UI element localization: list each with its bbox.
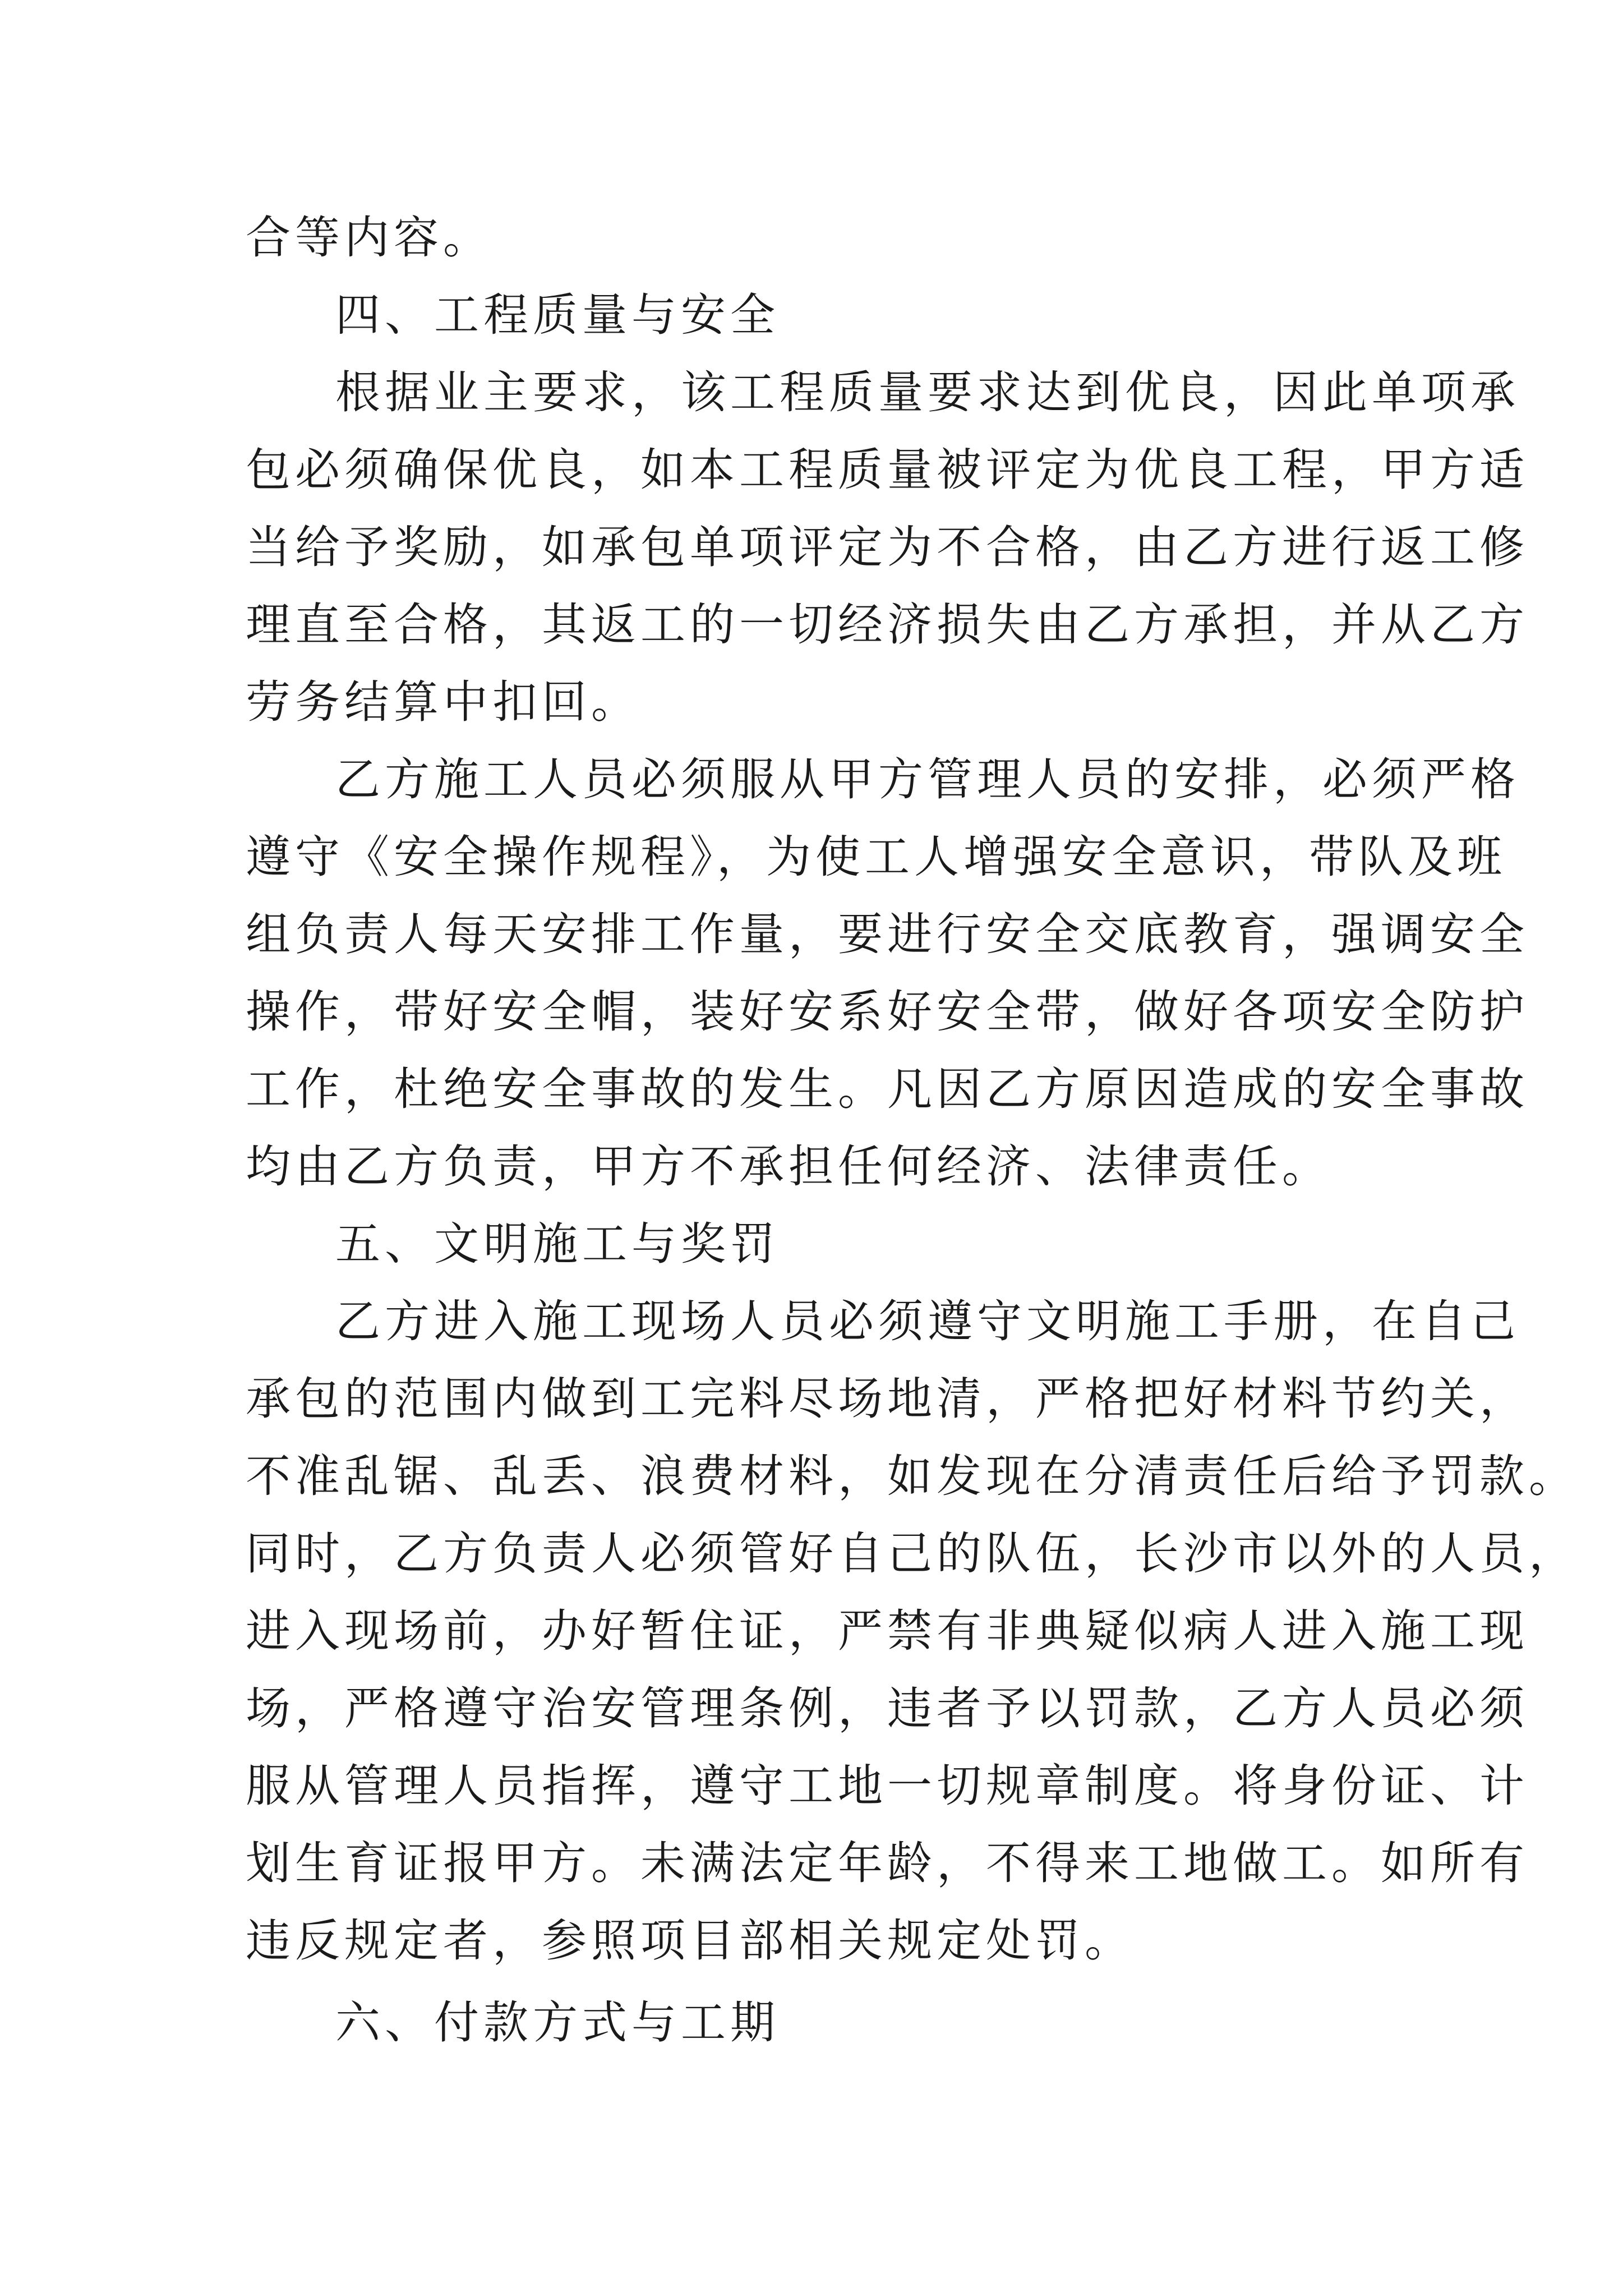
text-line: 根据业主要求，该工程质量要求达到优良，因此单项承 <box>335 366 1520 418</box>
document-page <box>246 199 1578 2062</box>
text-line: 进入现场前，办好暂住证，严禁有非典疑似病人进入施工现 <box>246 1605 1529 1657</box>
text-line: 包必须确保优良，如本工程质量被评定为优良工程，甲方适 <box>246 444 1529 496</box>
text-line: 不准乱锯、乱丢、浪费材料，如发现在分清责任后给予罚款。 <box>246 1450 1578 1502</box>
text-line: 服从管理人员指挥，遵守工地一切规章制度。将身份证、计 <box>246 1760 1529 1812</box>
text-line: 劳务结算中扣回。 <box>246 676 640 728</box>
section-heading-quality-safety: 四、工程质量与安全 <box>335 289 780 341</box>
text-line: 乙方进入施工现场人员必须遵守文明施工手册，在自己 <box>335 1295 1520 1347</box>
text-line: 合等内容。 <box>246 211 492 264</box>
text-line: 操作，带好安全帽，装好安系好安全带，做好各项安全防护 <box>246 986 1529 1038</box>
text-line: 均由乙方负责，甲方不承担任何经济、法律责任。 <box>246 1140 1331 1193</box>
text-line: 承包的范围内做到工完料尽场地清，严格把好材料节约关， <box>246 1373 1529 1425</box>
text-line: 违反规定者，参照项目部相关规定处罚。 <box>246 1915 1134 1967</box>
text-line: 乙方施工人员必须服从甲方管理人员的安排，必须严格 <box>335 753 1520 806</box>
text-line: 当给予奖励，如承包单项评定为不合格，由乙方进行返工修 <box>246 521 1529 573</box>
text-line: 同时，乙方负责人必须管好自己的队伍，长沙市以外的人员， <box>246 1527 1578 1580</box>
text-line: 划生育证报甲方。未满法定年龄，不得来工地做工。如所有 <box>246 1837 1529 1889</box>
section-heading-payment-schedule: 六、付款方式与工期 <box>335 1996 780 2049</box>
text-line: 理直至合格，其返工的一切经济损失由乙方承担，并从乙方 <box>246 599 1529 651</box>
section-heading-civilized-construction: 五、文明施工与奖罚 <box>335 1218 780 1270</box>
text-line: 工作，杜绝安全事故的发生。凡因乙方原因造成的安全事故 <box>246 1063 1529 1115</box>
text-line: 场，严格遵守治安管理条例，违者予以罚款，乙方人员必须 <box>246 1682 1529 1734</box>
text-line: 组负责人每天安排工作量，要进行安全交底教育，强调安全 <box>246 908 1529 960</box>
text-line: 遵守《安全操作规程》，为使工人增强安全意识，带队及班 <box>246 831 1506 883</box>
